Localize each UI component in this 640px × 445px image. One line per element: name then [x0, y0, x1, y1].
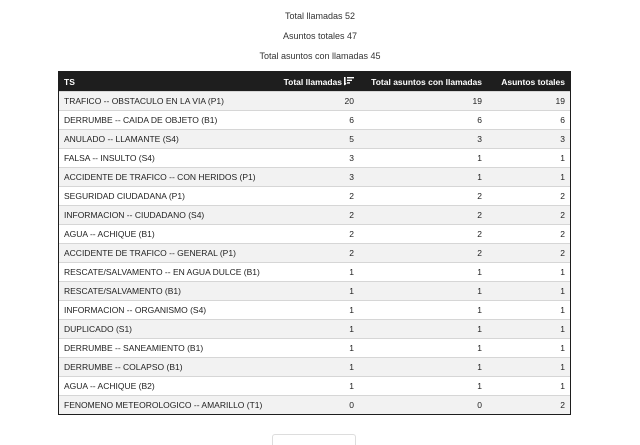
table-row: [59, 377, 570, 396]
table-row: [59, 111, 570, 130]
cell-total-subjects: 2: [487, 396, 570, 415]
cell-ts: ANULADO -- LLAMANTE (S4): [59, 130, 277, 149]
cell-subjects-with-calls: 2: [359, 225, 487, 244]
cell-total-subjects: 1: [487, 168, 570, 187]
cell-ts: SEGURIDAD CIUDADANA (P1): [59, 187, 277, 206]
cell-total-calls: 2: [277, 206, 359, 225]
cell-total-calls: 20: [277, 92, 359, 111]
cell-total-subjects: 1: [487, 377, 570, 396]
table-row: [59, 263, 570, 282]
cell-total-calls: 1: [277, 282, 359, 301]
table-row: [59, 301, 570, 320]
cell-ts: RESCATE/SALVAMENTO -- EN AGUA DULCE (B1): [59, 263, 277, 282]
cell-subjects-with-calls: 1: [359, 358, 487, 377]
cell-ts: TRAFICO -- OBSTACULO EN LA VIA (P1): [59, 92, 277, 111]
table-row: [59, 358, 570, 377]
pagination-control[interactable]: [272, 434, 356, 445]
cell-total-calls: 1: [277, 320, 359, 339]
cell-total-subjects: 1: [487, 149, 570, 168]
cell-total-calls: 2: [277, 225, 359, 244]
calls-table-container: [58, 71, 571, 415]
table-body: [59, 92, 570, 415]
cell-total-calls: 1: [277, 263, 359, 282]
cell-subjects-with-calls: 1: [359, 263, 487, 282]
cell-subjects-with-calls: 19: [359, 92, 487, 111]
cell-total-subjects: 6: [487, 111, 570, 130]
cell-total-calls: 1: [277, 358, 359, 377]
cell-total-subjects: 2: [487, 225, 570, 244]
cell-total-calls: 1: [277, 301, 359, 320]
cell-subjects-with-calls: 1: [359, 168, 487, 187]
cell-subjects-with-calls: 1: [359, 301, 487, 320]
cell-ts: ACCIDENTE DE TRAFICO -- GENERAL (P1): [59, 244, 277, 263]
header-ts[interactable]: TS: [59, 72, 277, 92]
cell-total-subjects: 1: [487, 282, 570, 301]
cell-total-subjects: 1: [487, 301, 570, 320]
total-calls-summary: Total llamadas 52: [284, 11, 356, 21]
table-row: [59, 282, 570, 301]
cell-ts: AGUA -- ACHIQUE (B2): [59, 377, 277, 396]
cell-subjects-with-calls: 1: [359, 320, 487, 339]
cell-subjects-with-calls: 1: [359, 377, 487, 396]
table-row: [59, 92, 570, 111]
cell-ts: FALSA -- INSULTO (S4): [59, 149, 277, 168]
cell-subjects-with-calls: 2: [359, 206, 487, 225]
cell-ts: ACCIDENTE DE TRAFICO -- CON HERIDOS (P1): [59, 168, 277, 187]
table-row: [59, 168, 570, 187]
cell-total-subjects: 1: [487, 358, 570, 377]
cell-subjects-with-calls: 2: [359, 187, 487, 206]
cell-total-calls: 2: [277, 244, 359, 263]
table-row: [59, 320, 570, 339]
cell-total-calls: 2: [277, 187, 359, 206]
cell-total-calls: 0: [277, 396, 359, 415]
cell-total-subjects: 1: [487, 263, 570, 282]
cell-total-subjects: 2: [487, 244, 570, 263]
cell-total-calls: 3: [277, 149, 359, 168]
cell-total-subjects: 1: [487, 320, 570, 339]
cell-ts: DERRUMBE -- CAIDA DE OBJETO (B1): [59, 111, 277, 130]
table-row: [59, 396, 570, 415]
header-total-calls[interactable]: [277, 72, 359, 92]
cell-total-subjects: 2: [487, 206, 570, 225]
cell-ts: FENOMENO METEOROLOGICO -- AMARILLO (T1): [59, 396, 277, 415]
cell-total-subjects: 2: [487, 187, 570, 206]
cell-subjects-with-calls: 1: [359, 282, 487, 301]
header-total-calls-label: Total llamadas: [283, 77, 342, 87]
sort-descending-icon[interactable]: [344, 76, 354, 86]
total-subjects-with-calls-summary: Total asuntos con llamadas 45: [259, 51, 381, 61]
cell-ts: DERRUMBE -- SANEAMIENTO (B1): [59, 339, 277, 358]
cell-subjects-with-calls: 0: [359, 396, 487, 415]
table-row: [59, 244, 570, 263]
cell-ts: RESCATE/SALVAMENTO (B1): [59, 282, 277, 301]
cell-total-calls: 6: [277, 111, 359, 130]
cell-total-calls: 1: [277, 377, 359, 396]
table-row: [59, 187, 570, 206]
cell-subjects-with-calls: 1: [359, 339, 487, 358]
cell-total-subjects: 19: [487, 92, 570, 111]
table-row: [59, 130, 570, 149]
calls-table: [59, 72, 570, 414]
cell-subjects-with-calls: 1: [359, 149, 487, 168]
table-row: [59, 225, 570, 244]
cell-total-subjects: 1: [487, 339, 570, 358]
cell-ts: INFORMACION -- CIUDADANO (S4): [59, 206, 277, 225]
cell-total-calls: 3: [277, 168, 359, 187]
cell-ts: DERRUMBE -- COLAPSO (B1): [59, 358, 277, 377]
table-header-row: [59, 72, 570, 92]
cell-total-subjects: 3: [487, 130, 570, 149]
summary-block: [0, 6, 640, 66]
table-row: [59, 206, 570, 225]
table-row: [59, 149, 570, 168]
cell-ts: DUPLICADO (S1): [59, 320, 277, 339]
cell-total-calls: 1: [277, 339, 359, 358]
cell-total-calls: 5: [277, 130, 359, 149]
cell-ts: AGUA -- ACHIQUE (B1): [59, 225, 277, 244]
total-subjects-summary: Asuntos totales 47: [282, 31, 358, 41]
cell-subjects-with-calls: 3: [359, 130, 487, 149]
table-row: [59, 339, 570, 358]
cell-subjects-with-calls: 6: [359, 111, 487, 130]
header-total-subjects[interactable]: Asuntos totales: [487, 72, 570, 92]
cell-ts: INFORMACION -- ORGANISMO (S4): [59, 301, 277, 320]
header-subjects-with-calls[interactable]: Total asuntos con llamadas: [359, 72, 487, 92]
cell-subjects-with-calls: 2: [359, 244, 487, 263]
